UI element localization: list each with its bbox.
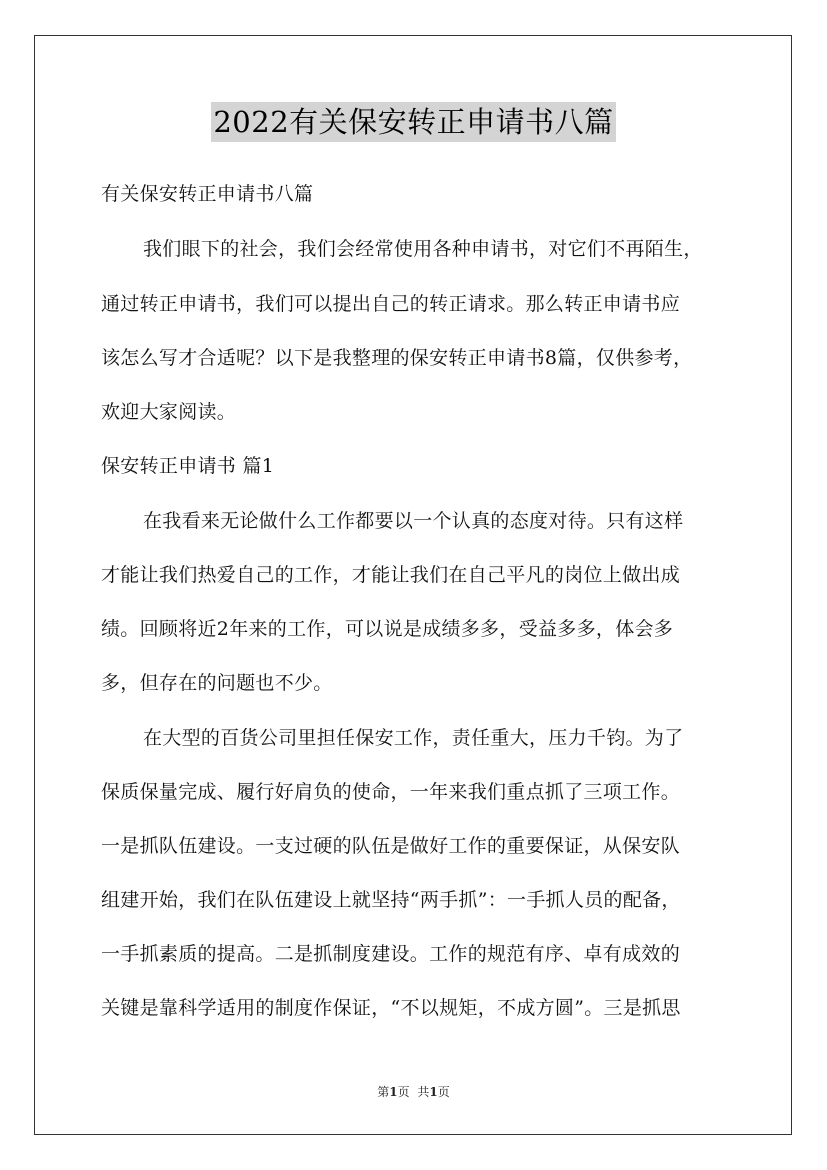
page-footer xyxy=(0,1084,827,1100)
section-heading: 保安转正申请书 篇1 xyxy=(101,455,275,477)
body-line: 绩。回顾将近2年来的工作，可以说是成绩多多，受益多多，体会多 xyxy=(101,618,674,640)
page-prefix: 第 xyxy=(377,1085,390,1099)
body-line: 才能让我们热爱自己的工作，才能让我们在自己平凡的岗位上做出成 xyxy=(101,564,681,586)
body-line: 该怎么写才合适呢？以下是我整理的保安转正申请书8篇，仅供参考， xyxy=(101,347,693,369)
page-number: 1 xyxy=(389,1085,398,1099)
document-title: 2022有关保安转正申请书八篇 xyxy=(211,102,615,142)
body-line: 一手抓素质的提高。二是抓制度建设。工作的规范有序、卓有成效的 xyxy=(101,943,681,965)
subtitle-line: 有关保安转正申请书八篇 xyxy=(101,183,314,205)
total-pages: 1 xyxy=(429,1085,438,1099)
page-suffix: 页 xyxy=(397,1085,410,1099)
body-line: 在大型的百货公司里担任保安工作，责任重大，压力千钧。为了 xyxy=(143,727,684,749)
body-line: 我们眼下的社会，我们会经常使用各种申请书，对它们不再陌生， xyxy=(143,238,703,260)
total-suffix: 页 xyxy=(437,1085,450,1099)
body-line: 一是抓队伍建设。一支过硬的队伍是做好工作的重要保证，从保安队 xyxy=(101,835,681,857)
body-line: 在我看来无论做什么工作都要以一个认真的态度对待。只有这样 xyxy=(143,510,684,532)
body-line: 欢迎大家阅读。 xyxy=(101,401,237,423)
title-wrap xyxy=(0,102,827,142)
body-line: 组建开始，我们在队伍建设上就坚持“两手抓”：一手抓人员的配备， xyxy=(101,889,681,911)
body-line: 关键是靠科学适用的制度作保证，“不以规矩，不成方圆”。三是抓思 xyxy=(101,997,681,1019)
body-line: 保质保量完成、履行好肩负的使命，一年来我们重点抓了三项工作。 xyxy=(101,781,681,803)
body-line: 通过转正申请书，我们可以提出自己的转正请求。那么转正申请书应 xyxy=(101,293,681,315)
body-line: 多，但存在的问题也不少。 xyxy=(101,672,333,694)
total-prefix: 共 xyxy=(417,1085,430,1099)
